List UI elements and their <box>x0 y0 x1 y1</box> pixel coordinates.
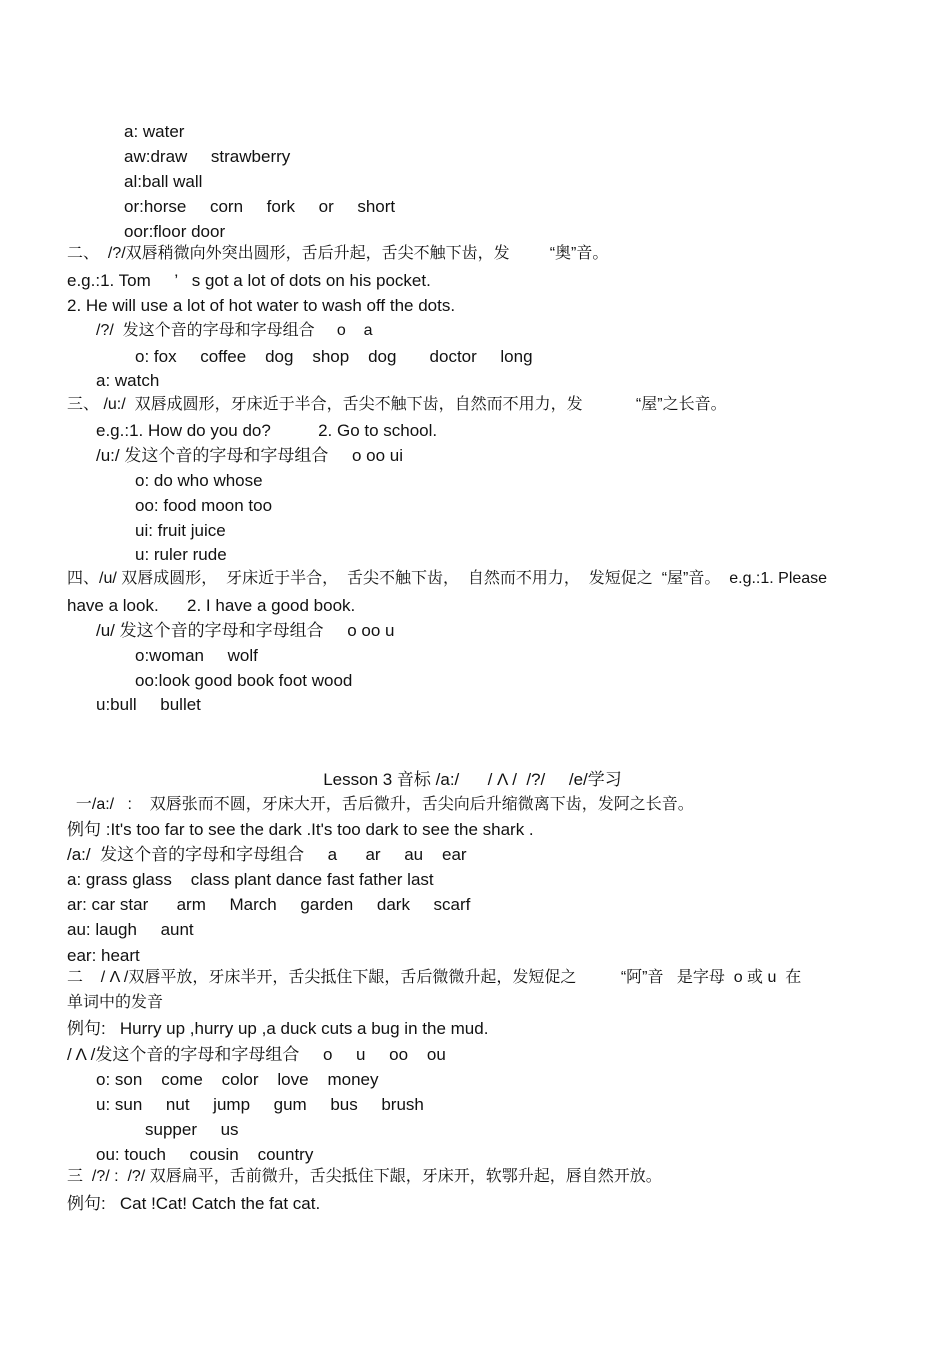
text-line: u: ruler rude <box>135 545 227 564</box>
text-line: oo: food moon too <box>135 496 273 515</box>
text-line: 二 / Λ /双唇平放，牙床半开，舌尖抵住下龈，舌后微微升起，发短促之 “阿”音 是字母 o 或 u 在 <box>67 969 802 986</box>
text-line: ou: touch cousin country <box>96 1145 314 1164</box>
text-line: /u:/ 发这个音的字母和字母组合 o oo ui <box>96 446 404 465</box>
text-line: o: son come color love money <box>96 1070 379 1089</box>
text-line: /u/ 发这个音的字母和字母组合 o oo u <box>96 621 395 640</box>
text-line: au: laugh aunt <box>67 920 194 939</box>
text-line: oor:floor door <box>124 222 226 241</box>
text-line: oo:look good book foot wood <box>135 671 353 690</box>
text-line: ar: car star arm March garden dark scarf <box>67 895 471 914</box>
text-line: or:horse corn fork or short <box>124 197 396 216</box>
text-line: u: sun nut jump gum bus brush <box>96 1095 424 1114</box>
lesson-title: Lesson 3 音标 /a:/ / Λ / /?/ /e/学习 <box>323 770 622 789</box>
text-line: o: fox coffee dog shop dog doctor long <box>135 347 533 366</box>
text-line: /a:/ 发这个音的字母和字母组合 a ar au ear <box>67 845 467 864</box>
text-line: 三、 /u:/ 双唇成圆形，牙床近于半合，舌尖不触下齿，自然而不用力，发 “屋”之长音。 <box>67 396 727 413</box>
text-line: 例句: Cat !Cat! Catch the fat cat. <box>67 1194 321 1213</box>
text-line: 一/a:/ : 双唇张而不圆，牙床大开，舌后微升，舌尖向后升缩微离下齿，发阿之长音。 <box>67 796 694 813</box>
text-line: a: watch <box>96 371 160 390</box>
text-line: o:woman wolf <box>135 646 258 665</box>
text-line: 三 /?/ : /?/ 双唇扁平，舌前微升，舌尖抵住下龈，牙床开，软鄂升起，唇自然开放。 <box>67 1168 662 1185</box>
text-line: ui: fruit juice <box>135 521 226 540</box>
text-line: supper us <box>145 1120 239 1139</box>
text-line: ear: heart <box>67 946 140 965</box>
text-line: 二、 /?/双唇稍微向外突出圆形，舌后升起，舌尖不触下齿，发 “奥”音。 <box>67 245 609 262</box>
text-line: u:bull bullet <box>96 695 201 714</box>
text-line: / Λ /发这个音的字母和字母组合 o u oo ou <box>67 1045 446 1064</box>
text-line: e.g.:1. How do you do? 2. Go to school. <box>96 421 438 440</box>
text-line: 四、/u/ 双唇成圆形， 牙床近于半合， 舌尖不触下齿， 自然而不用力， 发短促之 “屋”音。 e.g.:1. Please <box>67 570 828 587</box>
text-line: have a look. 2. I have a good book. <box>67 596 356 615</box>
text-line: a: water <box>124 122 185 141</box>
text-line: al:ball wall <box>124 172 203 191</box>
text-line: /?/ 发这个音的字母和字母组合 o a <box>96 322 373 339</box>
text-line: aw:draw strawberry <box>124 147 291 166</box>
text-line: a: grass glass class plant dance fast father last <box>67 870 434 889</box>
text-line: e.g.:1. Tom ’ s got a lot of dots on his pocket. <box>67 271 431 290</box>
text-line: o: do who whose <box>135 471 263 490</box>
text-line: 2. He will use a lot of hot water to wash off the dots. <box>67 296 456 315</box>
text-line: 例句 :It's too far to see the dark .It's too dark to see the shark . <box>67 820 534 839</box>
text-line: 单词中的发音 <box>67 994 164 1011</box>
text-line: 例句: Hurry up ,hurry up ,a duck cuts a bug in the mud. <box>67 1019 489 1038</box>
